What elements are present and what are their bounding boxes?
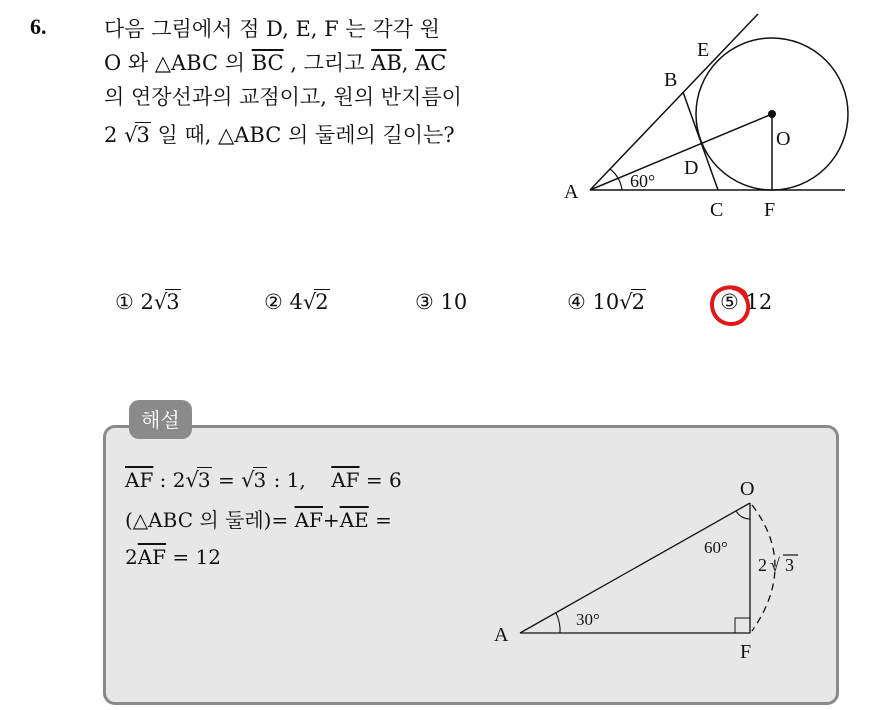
radius-root: 3 <box>136 123 150 147</box>
segment-ab: $\overline{AB}$ <box>371 51 402 75</box>
center-point <box>768 110 776 118</box>
angle-label-a: 30° <box>576 610 600 629</box>
segment-ae: $\overline{AE}$ <box>339 508 369 532</box>
label-o: O <box>740 478 755 500</box>
choice-1[interactable] <box>115 290 181 314</box>
right-angle-mark <box>735 618 750 633</box>
solution-text: : 2 <box>153 468 186 492</box>
label-c: C <box>710 199 724 221</box>
question-text: 일 때, △ABC 의 둘레의 길이는? <box>150 123 455 147</box>
side-root: 3 <box>785 555 794 575</box>
solution-root: 3 <box>197 468 211 492</box>
line-ae <box>590 14 758 190</box>
question-text: , <box>401 51 416 75</box>
choice-coef: 10 <box>592 290 620 314</box>
sqrt-symbol: √ <box>770 555 780 575</box>
segment-af: $\overline{AF}$ <box>331 468 360 492</box>
solution-root: 3 <box>253 468 267 492</box>
sqrt-symbol: √3 <box>241 468 267 492</box>
sqrt-symbol: √2 <box>302 290 329 314</box>
label-d: D <box>684 157 699 179</box>
segment-ac: $\overline{AC}$ <box>415 51 447 75</box>
sqrt-symbol: √3 <box>185 468 211 492</box>
solution-line-1 <box>125 466 402 494</box>
line-ao <box>590 114 772 190</box>
choice-coef: 2 <box>140 290 154 314</box>
choice-mark: ⑤ <box>720 290 739 314</box>
label-a: A <box>564 181 579 203</box>
question-line-1: 다음 그림에서 점 D, E, F 는 각각 원 <box>104 17 440 41</box>
choice-4[interactable] <box>567 290 646 314</box>
label-a: A <box>494 624 509 646</box>
segment-af: $\overline{AF}$ <box>125 468 154 492</box>
solution-line-2 <box>125 506 392 534</box>
choice-root: 2 <box>631 290 646 314</box>
solution-line-3 <box>125 543 221 571</box>
choice-mark: ② <box>264 290 283 314</box>
solution-text: = <box>368 508 392 532</box>
angle-label-o: 60° <box>704 538 728 557</box>
figure-right-triangle <box>480 465 830 670</box>
choice-mark: ③ <box>415 290 434 314</box>
sqrt-symbol: √2 <box>619 290 646 314</box>
question-line-3: 의 연장선과의 교점이고, 원의 반지름이 <box>104 85 462 109</box>
segment-af: $\overline{AF}$ <box>294 508 323 532</box>
line-ao <box>520 503 750 633</box>
sqrt-symbol: √3 <box>153 290 180 314</box>
question-text: O 와 △ABC 의 <box>104 51 252 75</box>
selection-ring-icon <box>706 280 756 330</box>
question-text: , 그리고 <box>283 51 372 75</box>
choice-mark: ① <box>115 290 134 314</box>
solution-text: = 6 <box>359 468 402 492</box>
label-e: E <box>697 39 710 61</box>
label-f: F <box>764 199 776 221</box>
solution-badge: 해설 <box>129 400 192 439</box>
sqrt-symbol: √3 <box>124 123 150 147</box>
question-line-2 <box>104 48 446 78</box>
choice-2[interactable] <box>264 290 330 314</box>
solution-text: = <box>211 468 242 492</box>
choice-value: 10 <box>440 290 468 314</box>
figure-circle-triangle <box>560 0 860 235</box>
label-f: F <box>740 641 752 663</box>
solution-text: = 12 <box>166 545 221 569</box>
angle-label: 60° <box>630 171 656 191</box>
choice-value: 12 <box>745 290 773 314</box>
choice-root: 3 <box>166 290 180 314</box>
choice-root: 2 <box>315 290 329 314</box>
solution-text: 2 <box>125 545 138 569</box>
choice-3[interactable] <box>415 290 467 314</box>
choice-mark: ④ <box>567 290 586 314</box>
choice-coef: 4 <box>289 290 303 314</box>
angle-arc-a <box>556 613 560 633</box>
solution-text: + <box>322 508 340 532</box>
segment-bc: $\overline{BC}$ <box>251 51 284 75</box>
label-o: O <box>776 128 791 150</box>
side-coef: 2 <box>758 555 767 575</box>
radius-coef: 2 <box>104 123 118 147</box>
solution-text: : 1, <box>267 468 332 492</box>
question-number: 6. <box>30 14 47 39</box>
question-line-4 <box>104 120 455 150</box>
segment-af: $\overline{AF}$ <box>137 545 167 569</box>
solution-text: (△ABC 의 둘레)= <box>125 508 295 532</box>
angle-arc-o <box>736 511 750 519</box>
label-b: B <box>664 69 678 91</box>
